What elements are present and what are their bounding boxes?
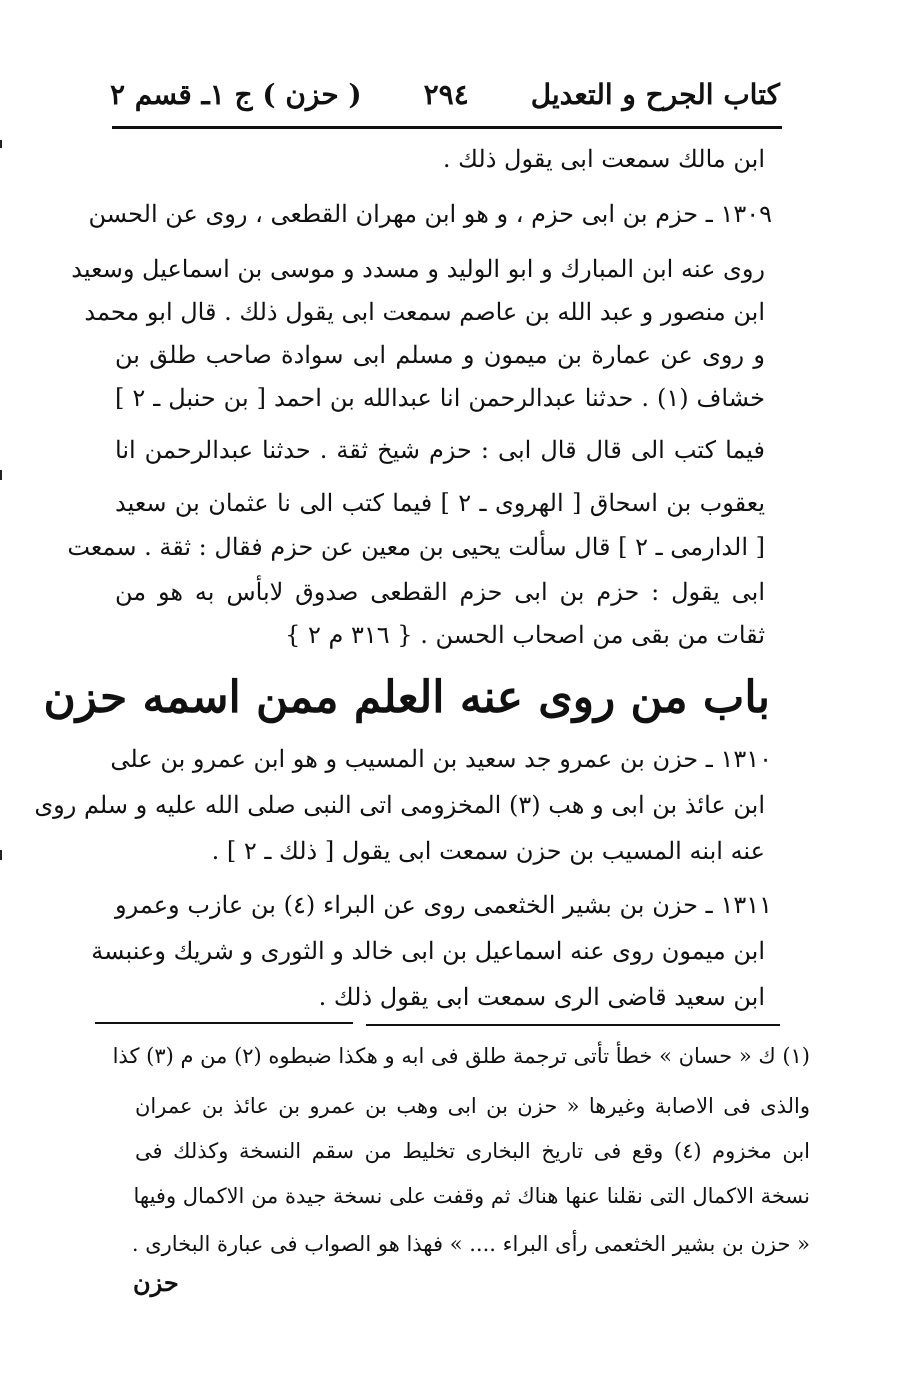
scan-edge-mark bbox=[0, 470, 2, 480]
body-line: روى عنه ابن المبارك و ابو الوليد و مسدد و موسى بن اسماعيل وسعيد bbox=[71, 255, 765, 283]
footnote-rule-left bbox=[95, 1022, 353, 1024]
footnote-line: (١) ك « حسان » خطأ تأتى ترجمة طلق فى ابه و هكذا ضبطوه (٢) من م (٣) كذا bbox=[112, 1044, 810, 1068]
header-rule bbox=[112, 126, 782, 129]
page-number: ٢٩٤ bbox=[423, 77, 469, 111]
footnote-line: والذى فى الاصابة وغيرها « حزن بن ابى وهب بن عمرو بن عائذ بن عمران bbox=[135, 1094, 810, 1118]
catchword: حزن bbox=[133, 1268, 179, 1297]
body-line: ابن منصور و عبد الله بن عاصم سمعت ابى يقول ذلك . قال ابو محمد bbox=[84, 298, 765, 326]
footnote-line: « حزن بن بشير الخثعمى رأى البراء .... » فهذا هو الصواب فى عبارة البخارى . bbox=[131, 1232, 810, 1256]
body-line: ثقات من بقى من اصحاب الحسن . { ٣١٦ م ٢ } bbox=[285, 621, 765, 649]
body-line: ابن مالك سمعت ابى يقول ذلك . bbox=[442, 145, 765, 173]
entry-1309-line: ١٣٠٩ ـ حزم بن ابى حزم ، و هو ابن مهران القطعى ، روى عن الحسن bbox=[88, 200, 772, 228]
running-header bbox=[110, 70, 780, 118]
body-line: [ الدارمى ـ ٢ ] قال سألت يحيى بن معين عن حزم فقال : ثقة . سمعت bbox=[67, 533, 765, 561]
section-label: ( حزن ) ج ١ـ قسم ٢ bbox=[110, 77, 362, 111]
body-line: عنه ابنه المسيب بن حزن سمعت ابى يقول [ ذلك ـ ٢ ] . bbox=[211, 837, 765, 865]
entry-1311-line: ١٣١١ ـ حزن بن بشير الخثعمى روى عن البراء (٤) بن عازب وعمرو bbox=[115, 891, 772, 919]
book-title: كتاب الجرح و التعديل bbox=[530, 77, 780, 111]
body-line: ابن ميمون روى عنه اسماعيل بن ابى خالد و الثورى و شريك وعنبسة bbox=[91, 937, 765, 965]
footnote-line: نسخة الاكمال التى نقلنا عنها هناك ثم وقفت على نسخة جيدة من الاكمال وفيها bbox=[133, 1184, 810, 1208]
scan-edge-mark bbox=[0, 850, 2, 860]
body-line: ابن عائذ بن ابى و هب (٣) المخزومى اتى النبى صلى الله عليه و سلم روى bbox=[34, 791, 765, 819]
body-line: ابى يقول : حزم بن ابى حزم القطعى صدوق لابأس به هو من bbox=[115, 578, 765, 606]
body-line: خشاف (١) . حدثنا عبدالرحمن انا عبدالله بن احمد [ بن حنبل ـ ٢ ] bbox=[115, 384, 765, 412]
body-line: يعقوب بن اسحاق [ الهروى ـ ٢ ] فيما كتب الى نا عثمان بن سعيد bbox=[115, 489, 766, 517]
body-line: و روى عن عمارة بن ميمون و مسلم ابى سوادة صاحب طلق بن bbox=[115, 341, 765, 369]
footnote-line: ابن مخزوم (٤) وقع فى تاريخ البخارى تخليط من سقم النسخة وكذلك فى bbox=[135, 1139, 810, 1163]
section-heading: باب من روى عنه العلم ممن اسمه حزن bbox=[43, 672, 770, 723]
body-line: ابن سعيد قاضى الرى سمعت ابى يقول ذلك . bbox=[318, 983, 765, 1011]
body-line: فيما كتب الى قال قال ابى : حزم شيخ ثقة . حدثنا عبدالرحمن انا bbox=[115, 436, 766, 464]
entry-1310-line: ١٣١٠ ـ حزن بن عمرو جد سعيد بن المسيب و هو ابن عمرو بن على bbox=[110, 745, 772, 773]
footnote-rule-right bbox=[366, 1024, 780, 1026]
scan-edge-mark bbox=[0, 140, 2, 148]
